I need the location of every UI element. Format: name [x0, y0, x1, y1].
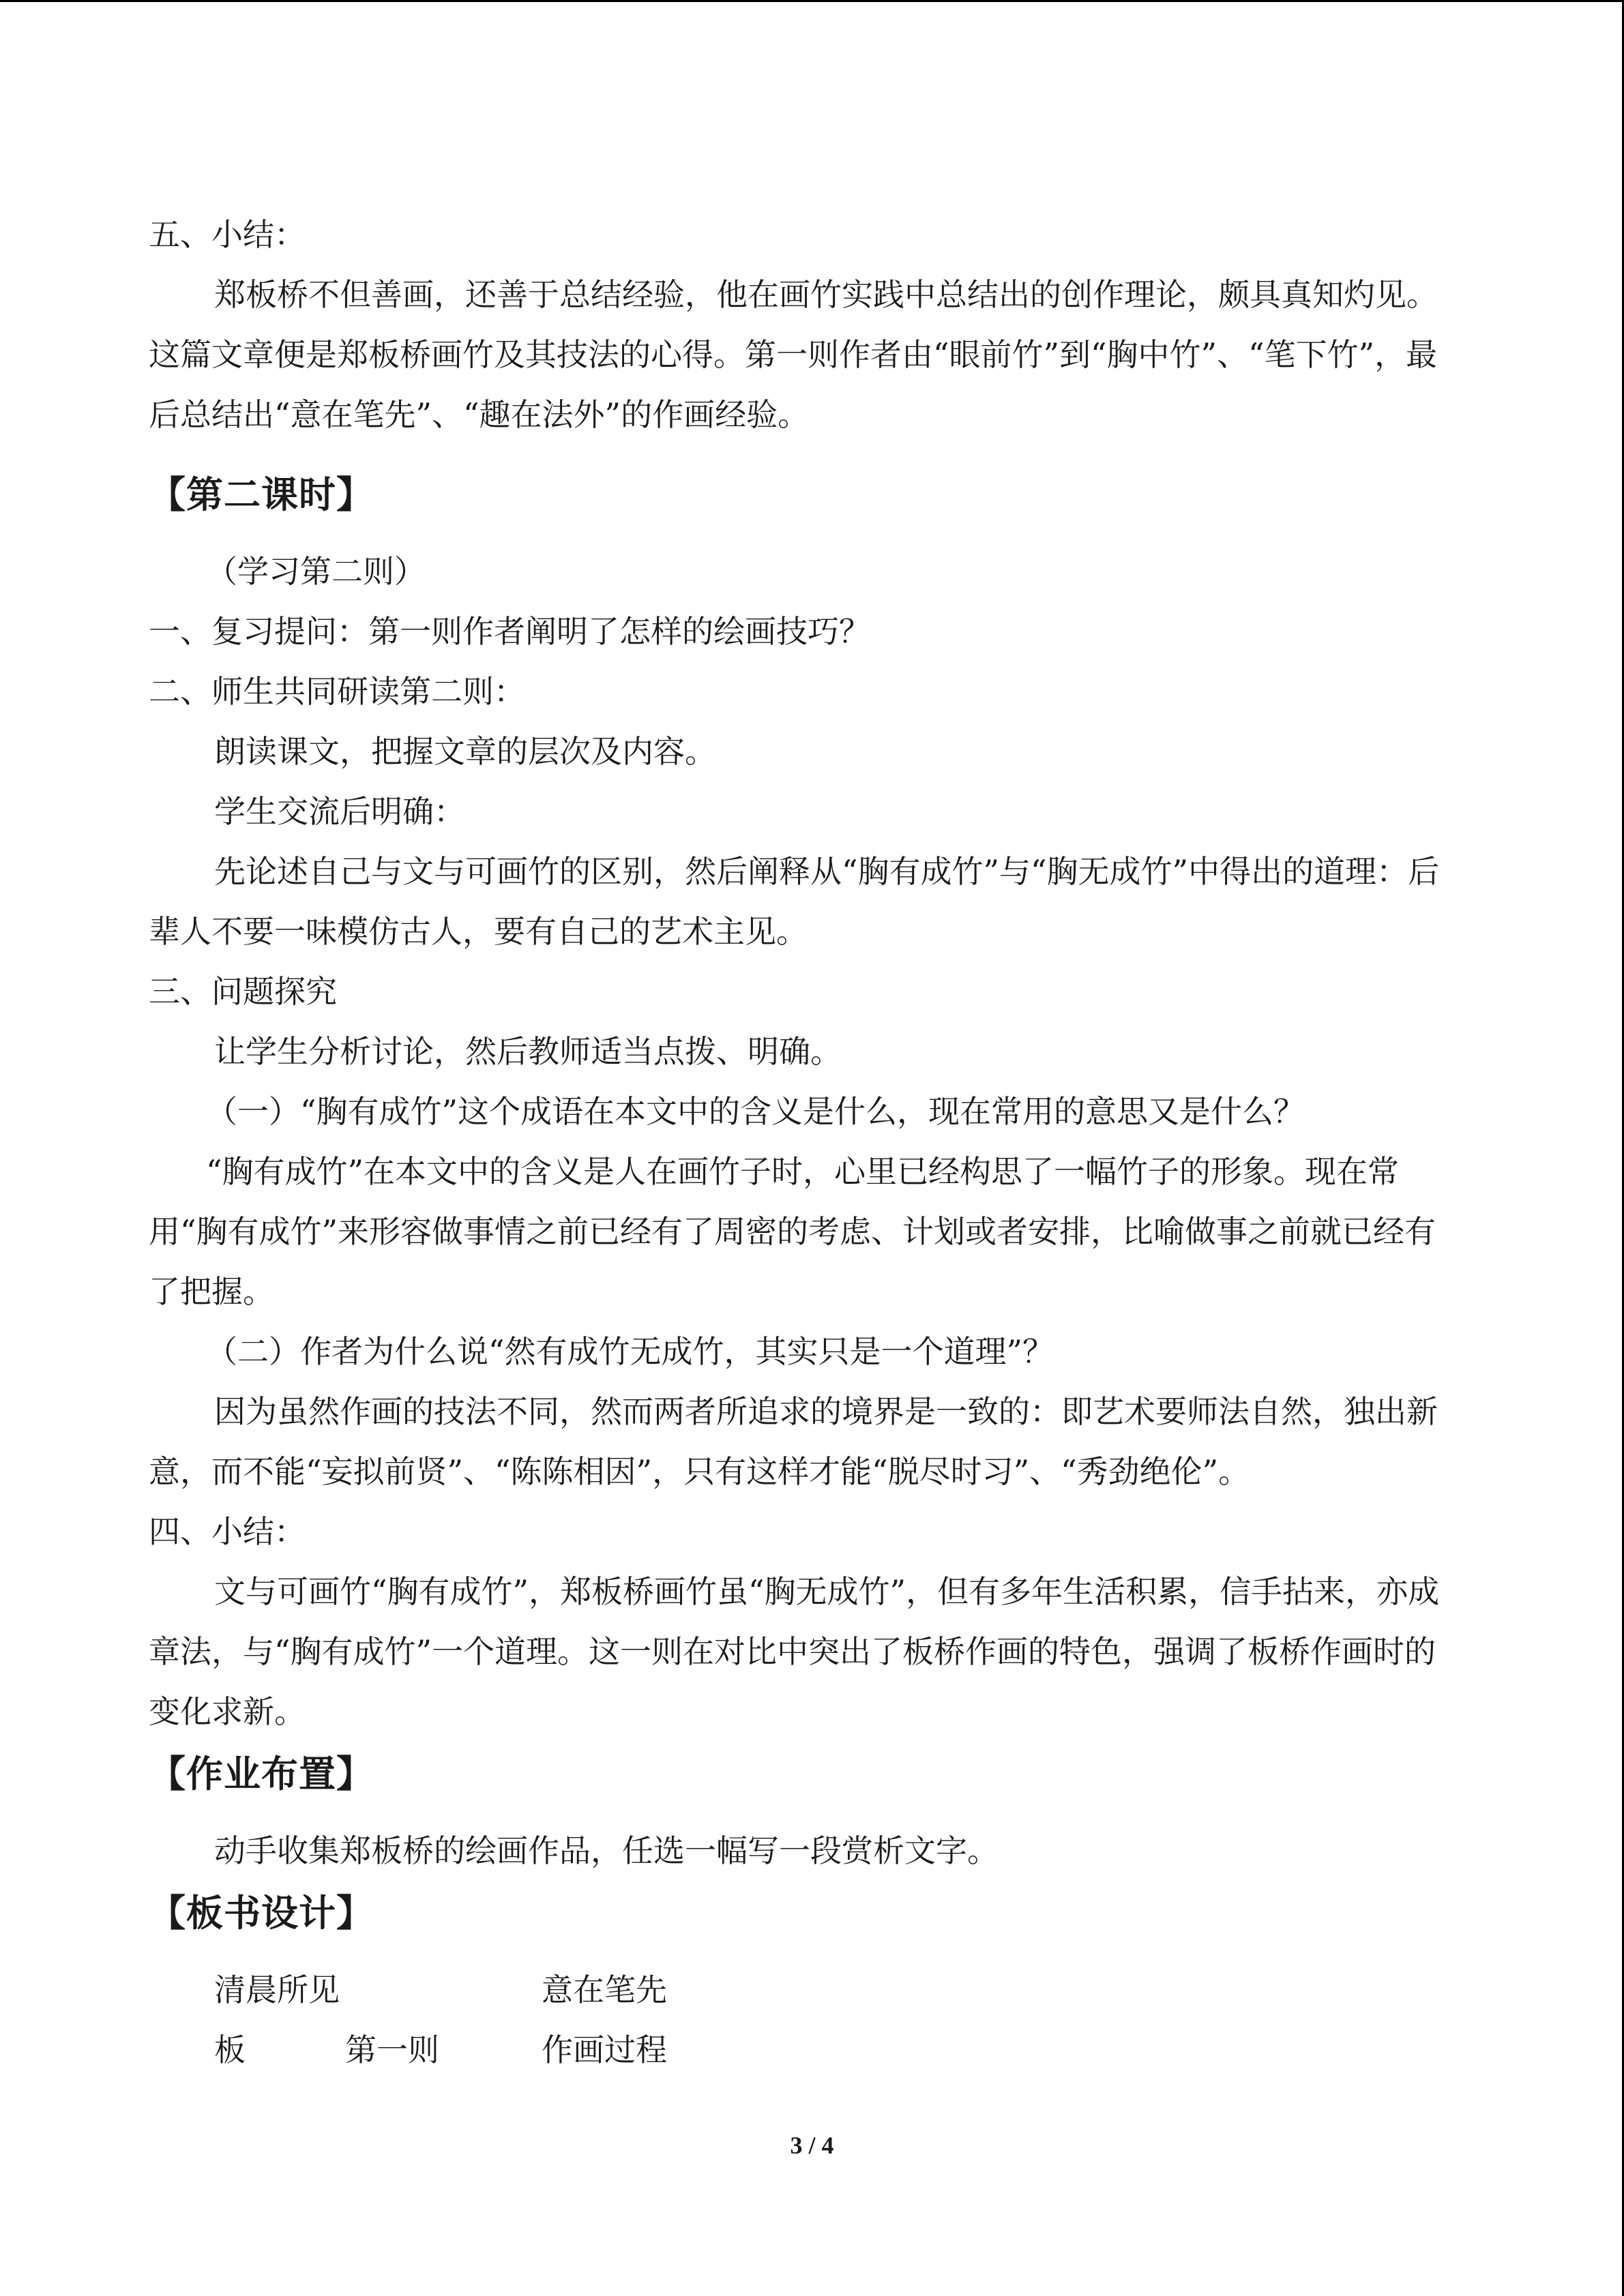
board-design: [149, 1960, 1458, 2080]
lesson2-heading: 【第二课时】: [149, 473, 374, 516]
board-heading: 【板书设计】: [149, 1892, 374, 1935]
study-second-section: 二、师生共同研读第二则：: [149, 673, 525, 710]
board-row-2: [149, 2020, 1458, 2080]
board-cell: 意在笔先: [542, 1971, 667, 2008]
summary2-title: 四、小结：: [149, 1513, 306, 1550]
review-question: 一、复习提问：第一则作者阐明了怎样的绘画技巧？: [149, 613, 870, 650]
board-row-1: [149, 1960, 1458, 2020]
document-body: [149, 205, 1458, 2080]
read-instruction: 朗读课文，把握文章的层次及内容。: [214, 733, 716, 770]
homework-heading: 【作业布置】: [149, 1753, 374, 1795]
sub-answer-1: “胸有成竹”在本文中的含义是人在画竹子时，心里已经构思了一幅竹子的形象。现在常用“胸有成竹”来形容做事情之前已经有了周密的考虑、计划或者安排，比喻做事之前就已经有了把握。: [149, 1153, 1436, 1310]
sub-question-2: （二）作者为什么说“然有成竹无成竹，其实只是一个道理”？: [206, 1333, 1054, 1370]
discuss-instruction: 让学生分析讨论，然后教师适当点拨、明确。: [214, 1033, 842, 1070]
inquiry-title: 三、问题探究: [149, 973, 337, 1010]
board-cell: 作画过程: [542, 2031, 667, 2068]
clarify-label: 学生交流后明确：: [214, 793, 465, 830]
summary1-body: 郑板桥不但善画，还善于总结经验，他在画竹实践中总结出的创作理论，颇具真知灼见。这篇文章便是郑板桥画竹及其技法的心得。第一则作者由“眼前竹”到“胸中竹”、“笔下竹”，最后总结出“意在笔先”、“趣在法外”的作画经验。: [149, 276, 1438, 433]
sub-question-1: （一）“胸有成竹”这个成语在本文中的含义是什么，现在常用的意思又是什么？: [206, 1093, 1305, 1130]
lesson2-subtitle: （学习第二则）: [206, 553, 426, 590]
homework-body: 动手收集郑板桥的绘画作品，任选一幅写一段赏析文字。: [214, 1832, 999, 1869]
summary2-body: 文与可画竹“胸有成竹”，郑板桥画竹虽“胸无成竹”，但有多年生活积累，信手拈来，亦成章法，与“胸有成竹”一个道理。这一则在对比中突出了板桥作画的特色，强调了板桥作画时的变化求新。: [149, 1573, 1440, 1730]
board-cell: 板: [214, 2031, 246, 2068]
page-number: 3 / 4: [790, 2132, 834, 2159]
sub-answer-2: 因为虽然作画的技法不同，然而两者所追求的境界是一致的：即艺术要师法自然，独出新意，而不能“妄拟前贤”、“陈陈相因”，只有这样才能“脱尽时习”、“秀劲绝伦”。: [149, 1393, 1438, 1490]
summary1-title: 五、小结：: [149, 216, 306, 253]
board-cell: 第一则: [345, 2031, 439, 2068]
board-cell: 清晨所见: [214, 1971, 340, 2008]
clarify-answer: 先论述自己与文与可画竹的区别，然后阐释从“胸有成竹”与“胸无成竹”中得出的道理：后辈人不要一味模仿古人，要有自己的艺术主见。: [149, 853, 1440, 950]
